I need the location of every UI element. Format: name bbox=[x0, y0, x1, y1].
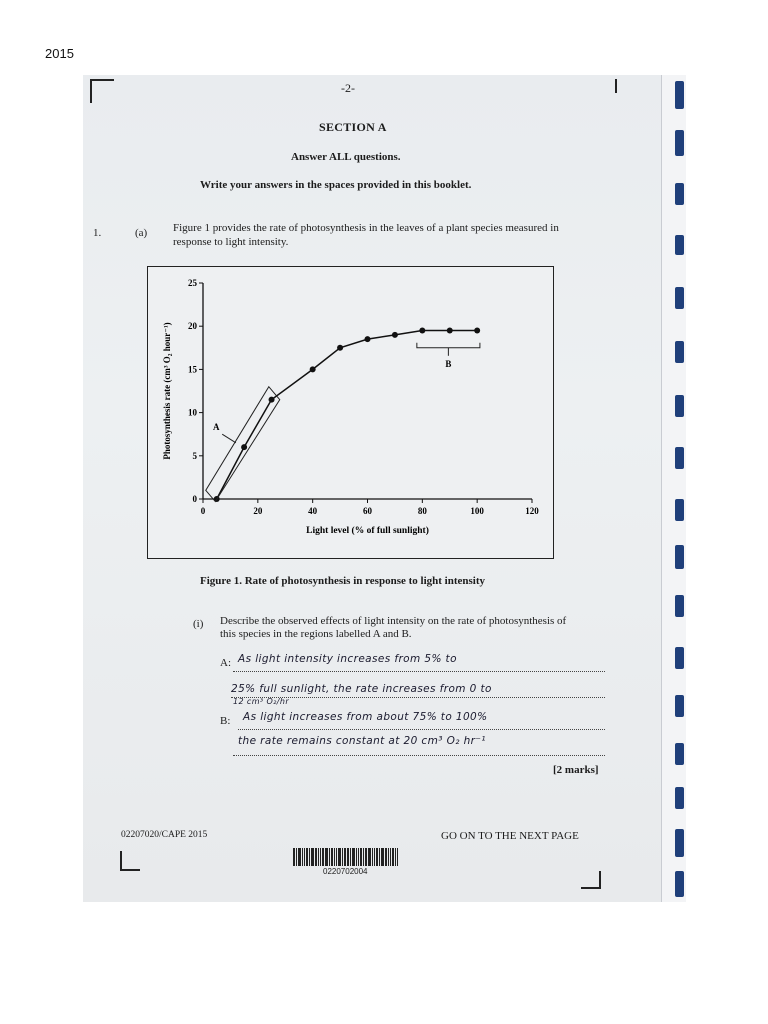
region-b-bracket bbox=[417, 343, 480, 348]
barcode-bar bbox=[315, 848, 317, 866]
barcode-bar bbox=[358, 848, 359, 866]
barcode-bar bbox=[360, 848, 362, 866]
binder-ring bbox=[675, 341, 684, 363]
barcode-bar bbox=[296, 848, 297, 866]
binder-ring bbox=[675, 235, 684, 255]
question-part: (a) bbox=[135, 227, 148, 239]
answer-a-line3: 12 cm³ O₂/hr bbox=[233, 697, 290, 706]
data-point bbox=[474, 328, 480, 334]
x-tick-label: 40 bbox=[308, 506, 318, 516]
crop-mark-bottom-right bbox=[581, 871, 601, 889]
answer-line bbox=[238, 729, 605, 730]
crop-mark-top-left bbox=[90, 79, 114, 103]
answer-a-line2: 25% full sunlight, the rate increases from 0 to bbox=[231, 683, 492, 695]
x-tick-label: 20 bbox=[253, 506, 263, 516]
x-axis-label: Light level (% of full sunlight) bbox=[306, 526, 429, 536]
y-tick-label: 25 bbox=[188, 278, 197, 288]
barcode-bar bbox=[298, 848, 301, 866]
data-point bbox=[392, 332, 398, 338]
barcode-bar bbox=[304, 848, 305, 866]
answer-label-b: B: bbox=[220, 715, 231, 727]
data-point bbox=[269, 397, 275, 403]
barcode-bar bbox=[309, 848, 310, 866]
answer-b-line2: the rate remains constant at 20 cm³ O₂ hr⁻¹ bbox=[238, 735, 486, 747]
barcode-bar bbox=[392, 848, 394, 866]
barcode-bar bbox=[342, 848, 343, 866]
binder-ring bbox=[675, 545, 684, 569]
page-number: -2- bbox=[341, 81, 355, 95]
x-tick-label: 0 bbox=[200, 506, 206, 516]
data-point bbox=[337, 345, 343, 351]
question-number: 1. bbox=[93, 227, 102, 239]
barcode-bar bbox=[350, 848, 351, 866]
barcode bbox=[293, 848, 419, 866]
data-point bbox=[365, 336, 371, 342]
binder-ring bbox=[675, 447, 684, 469]
marks-label: [2 marks] bbox=[553, 764, 599, 776]
answer-line bbox=[233, 755, 605, 756]
barcode-bar bbox=[336, 848, 337, 866]
barcode-bar bbox=[376, 848, 378, 866]
barcode-bar bbox=[365, 848, 367, 866]
data-point bbox=[419, 328, 425, 334]
sub-part-label: (i) bbox=[193, 618, 204, 630]
instruction-answer-all: Answer ALL questions. bbox=[291, 151, 401, 163]
barcode-bar bbox=[368, 848, 371, 866]
crop-mark-top-right bbox=[615, 79, 617, 93]
answer-a-line1: As light intensity increases from 5% to bbox=[238, 653, 457, 665]
section-title: SECTION A bbox=[319, 120, 387, 134]
x-tick-label: 100 bbox=[470, 506, 484, 516]
series-line bbox=[217, 331, 477, 499]
binder-ring bbox=[675, 871, 684, 897]
barcode-bar bbox=[329, 848, 330, 866]
data-point bbox=[447, 328, 453, 334]
barcode-bar bbox=[347, 848, 349, 866]
barcode-bar bbox=[379, 848, 380, 866]
question-text-line1: Figure 1 provides the rate of photosynthesis in the leaves of a plant species measured in bbox=[173, 222, 559, 234]
y-tick-label: 20 bbox=[188, 321, 197, 332]
binder-ring bbox=[675, 395, 684, 417]
barcode-bar bbox=[334, 848, 335, 866]
sub-question-line2: this species in the regions labelled A and B. bbox=[220, 628, 412, 640]
photosynthesis-chart bbox=[148, 267, 553, 558]
barcode-bar bbox=[397, 848, 398, 866]
barcode-bar bbox=[322, 848, 324, 866]
question-text-line2: response to light intensity. bbox=[173, 236, 289, 248]
barcode-bar bbox=[331, 848, 333, 866]
binder-edge bbox=[661, 75, 686, 902]
barcode-bar bbox=[395, 848, 396, 866]
binder-ring bbox=[675, 787, 684, 809]
y-tick-label: 5 bbox=[192, 450, 197, 461]
x-tick-label: 60 bbox=[363, 506, 372, 516]
y-tick-label: 10 bbox=[188, 407, 197, 418]
barcode-bar bbox=[363, 848, 364, 866]
barcode-bar bbox=[338, 848, 341, 866]
barcode-number: 0220702004 bbox=[323, 867, 368, 876]
binder-ring bbox=[675, 647, 684, 669]
binder-ring bbox=[675, 695, 684, 717]
barcode-bar bbox=[293, 848, 295, 866]
binder-ring bbox=[675, 287, 684, 309]
region-a-label: A bbox=[212, 421, 220, 432]
binder-ring bbox=[675, 130, 684, 156]
y-tick-label: 15 bbox=[188, 364, 197, 375]
binder-ring bbox=[675, 81, 684, 109]
binder-ring bbox=[675, 743, 684, 765]
next-page-label: GO ON TO THE NEXT PAGE bbox=[441, 830, 579, 842]
barcode-bar bbox=[356, 848, 357, 866]
answer-label-a: A: bbox=[220, 657, 231, 669]
barcode-bar bbox=[374, 848, 375, 866]
x-tick-label: 120 bbox=[525, 506, 539, 516]
barcode-bar bbox=[381, 848, 384, 866]
barcode-bar bbox=[344, 848, 346, 866]
barcode-bar bbox=[372, 848, 373, 866]
instruction-spaces: Write your answers in the spaces provided in this booklet. bbox=[200, 179, 472, 191]
answer-line bbox=[233, 671, 605, 672]
binder-ring bbox=[675, 595, 684, 617]
figure-caption: Figure 1. Rate of photosynthesis in response to light intensity bbox=[200, 575, 486, 587]
region-b-label: B bbox=[445, 358, 452, 369]
figure-1-chart bbox=[147, 266, 554, 559]
barcode-bar bbox=[390, 848, 391, 866]
y-axis-label: Photosynthesis rate (cm³ O₂ hour⁻¹) bbox=[162, 322, 172, 460]
crop-mark-bottom-left bbox=[120, 851, 140, 871]
barcode-bar bbox=[306, 848, 308, 866]
data-point bbox=[241, 444, 247, 450]
paper-code: 02207020/CAPE 2015 bbox=[121, 830, 208, 840]
region-a-pointer bbox=[222, 434, 236, 443]
binder-ring bbox=[675, 829, 684, 857]
barcode-bar bbox=[388, 848, 389, 866]
barcode-bar bbox=[311, 848, 314, 866]
year-label: 2015 bbox=[45, 46, 74, 61]
barcode-bar bbox=[352, 848, 355, 866]
barcode-bar bbox=[302, 848, 303, 866]
scanned-exam-page bbox=[83, 75, 686, 902]
binder-ring bbox=[675, 499, 684, 521]
data-point bbox=[310, 366, 316, 372]
barcode-bar bbox=[320, 848, 321, 866]
barcode-bar bbox=[385, 848, 387, 866]
barcode-bar bbox=[325, 848, 328, 866]
sub-question-line1: Describe the observed effects of light intensity on the rate of photosynthesis of bbox=[220, 615, 567, 627]
x-tick-label: 80 bbox=[417, 506, 427, 516]
y-tick-label: 0 bbox=[192, 494, 197, 504]
barcode-bar bbox=[318, 848, 319, 866]
answer-b-line1: As light increases from about 75% to 100% bbox=[243, 711, 488, 723]
binder-ring bbox=[675, 183, 684, 205]
